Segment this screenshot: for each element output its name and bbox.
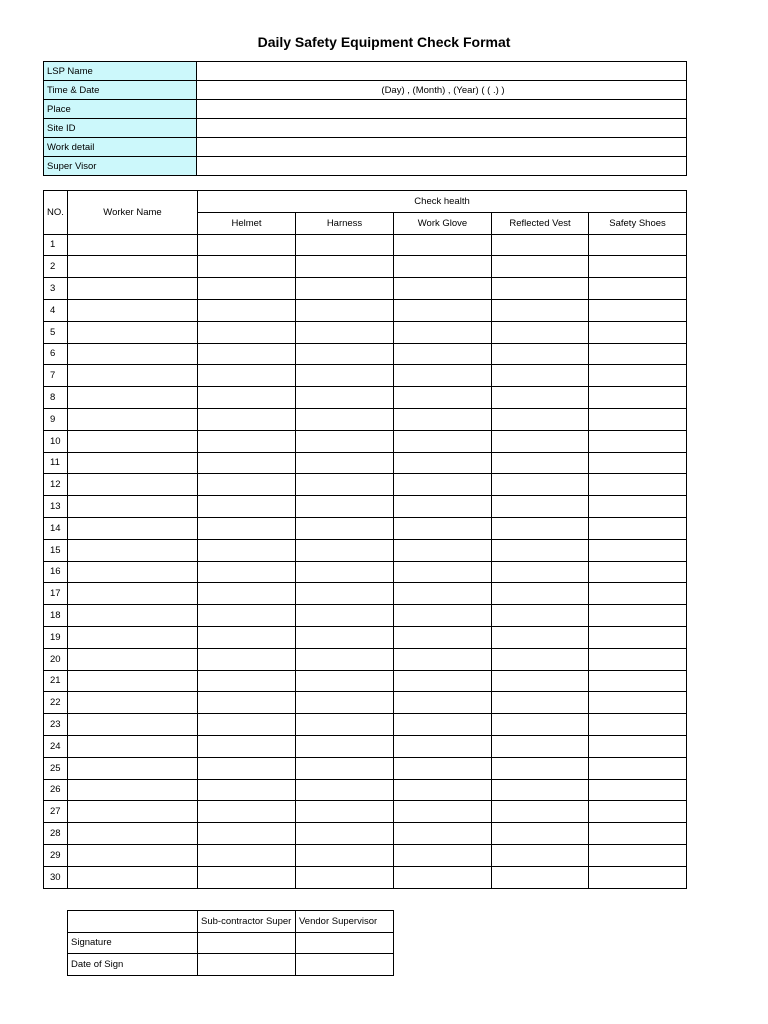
check-cell[interactable]: [394, 496, 492, 518]
worker-name-cell[interactable]: [68, 474, 198, 496]
check-cell[interactable]: [492, 474, 589, 496]
check-cell[interactable]: [589, 299, 687, 321]
check-cell[interactable]: [394, 321, 492, 343]
row-number: 5: [44, 321, 68, 343]
table-row: [44, 605, 687, 627]
worker-name-cell[interactable]: [68, 321, 198, 343]
blank-cell: [68, 911, 198, 933]
worker-name-cell[interactable]: [68, 452, 198, 474]
worker-name-cell[interactable]: [68, 735, 198, 757]
check-cell[interactable]: [589, 256, 687, 278]
check-cell[interactable]: [492, 583, 589, 605]
worker-name-header: Worker Name: [68, 191, 198, 235]
row-number: 2: [44, 256, 68, 278]
worker-name-cell[interactable]: [68, 365, 198, 387]
check-cell[interactable]: [492, 605, 589, 627]
table-row: [44, 561, 687, 583]
info-row: [44, 119, 687, 138]
check-cell[interactable]: [492, 430, 589, 452]
worker-name-cell[interactable]: [68, 408, 198, 430]
signature-row-label: Signature: [68, 932, 198, 954]
check-cell[interactable]: [296, 299, 394, 321]
table-row: [44, 517, 687, 539]
info-value-field[interactable]: [197, 62, 687, 81]
check-cell[interactable]: [296, 387, 394, 409]
check-cell[interactable]: [589, 626, 687, 648]
check-cell[interactable]: [394, 299, 492, 321]
table-row: [44, 452, 687, 474]
check-cell[interactable]: [296, 517, 394, 539]
worker-name-cell[interactable]: [68, 779, 198, 801]
check-cell[interactable]: [492, 823, 589, 845]
signature-table: [67, 910, 394, 976]
worker-name-cell[interactable]: [68, 670, 198, 692]
row-number: 4: [44, 299, 68, 321]
info-label: LSP Name: [44, 62, 197, 81]
table-row: [44, 365, 687, 387]
check-cell[interactable]: [492, 452, 589, 474]
check-cell[interactable]: [394, 452, 492, 474]
check-cell[interactable]: [198, 801, 296, 823]
check-cell[interactable]: [296, 278, 394, 300]
info-table: [43, 61, 687, 176]
check-cell[interactable]: [198, 866, 296, 888]
check-cell[interactable]: [492, 735, 589, 757]
column-header: Reflected Vest: [492, 212, 589, 234]
worker-name-cell[interactable]: [68, 299, 198, 321]
check-cell[interactable]: [198, 605, 296, 627]
check-cell[interactable]: [492, 539, 589, 561]
check-cell[interactable]: [492, 801, 589, 823]
row-number: 12: [44, 474, 68, 496]
worker-name-cell[interactable]: [68, 714, 198, 736]
check-cell[interactable]: [589, 561, 687, 583]
check-cell[interactable]: [394, 626, 492, 648]
check-cell[interactable]: [492, 321, 589, 343]
check-cell[interactable]: [296, 583, 394, 605]
check-cell[interactable]: [198, 626, 296, 648]
check-cell[interactable]: [198, 735, 296, 757]
info-label: Site ID: [44, 119, 197, 138]
check-cell[interactable]: [589, 692, 687, 714]
table-row: [44, 823, 687, 845]
check-cell[interactable]: [589, 844, 687, 866]
check-cell[interactable]: [394, 343, 492, 365]
check-cell[interactable]: [492, 408, 589, 430]
check-cell[interactable]: [198, 408, 296, 430]
worker-name-cell[interactable]: [68, 539, 198, 561]
check-cell[interactable]: [589, 517, 687, 539]
check-cell[interactable]: [296, 452, 394, 474]
check-cell[interactable]: [589, 496, 687, 518]
check-cell[interactable]: [296, 234, 394, 256]
worker-name-cell[interactable]: [68, 583, 198, 605]
info-label: Super Visor: [44, 157, 197, 176]
table-row: [44, 321, 687, 343]
check-cell[interactable]: [492, 343, 589, 365]
check-cell[interactable]: [198, 365, 296, 387]
check-cell[interactable]: [394, 714, 492, 736]
table-row: [44, 583, 687, 605]
row-number: 7: [44, 365, 68, 387]
info-row: [44, 138, 687, 157]
check-cell[interactable]: [198, 648, 296, 670]
check-cell[interactable]: [296, 408, 394, 430]
info-value-field[interactable]: [197, 100, 687, 119]
worker-name-cell[interactable]: [68, 757, 198, 779]
check-cell[interactable]: [198, 430, 296, 452]
check-cell[interactable]: [589, 365, 687, 387]
info-row: [44, 81, 687, 100]
row-number: 3: [44, 278, 68, 300]
check-cell[interactable]: [296, 648, 394, 670]
check-cell[interactable]: [296, 735, 394, 757]
check-cell[interactable]: [394, 539, 492, 561]
check-cell[interactable]: [394, 561, 492, 583]
table-row: [44, 539, 687, 561]
worker-name-cell[interactable]: [68, 517, 198, 539]
check-cell[interactable]: [394, 517, 492, 539]
table-row: [44, 278, 687, 300]
row-number: 8: [44, 387, 68, 409]
check-cell[interactable]: [296, 256, 394, 278]
column-header: Helmet: [198, 212, 296, 234]
check-cell[interactable]: [394, 866, 492, 888]
signature-cell[interactable]: [198, 954, 296, 976]
check-cell[interactable]: [198, 234, 296, 256]
worker-name-cell[interactable]: [68, 866, 198, 888]
check-cell[interactable]: [296, 823, 394, 845]
check-cell[interactable]: [296, 714, 394, 736]
row-number: 24: [44, 735, 68, 757]
table-row: [44, 408, 687, 430]
worker-name-cell[interactable]: [68, 844, 198, 866]
check-cell[interactable]: [589, 278, 687, 300]
table-row: [44, 866, 687, 888]
info-row: [44, 100, 687, 119]
table-row: [44, 714, 687, 736]
table-row: [44, 670, 687, 692]
table-row: [44, 779, 687, 801]
worker-name-cell[interactable]: [68, 496, 198, 518]
table-row: [44, 299, 687, 321]
check-cell[interactable]: [296, 430, 394, 452]
check-cell[interactable]: [492, 517, 589, 539]
worker-name-cell[interactable]: [68, 256, 198, 278]
check-cell[interactable]: [198, 539, 296, 561]
worker-name-cell[interactable]: [68, 387, 198, 409]
worker-name-cell[interactable]: [68, 692, 198, 714]
table-row: [44, 735, 687, 757]
check-cell[interactable]: [394, 256, 492, 278]
check-cell[interactable]: [198, 278, 296, 300]
info-value-field[interactable]: (Day) , (Month) , (Year) ( ( .) ): [197, 81, 687, 100]
check-cell[interactable]: [589, 539, 687, 561]
check-cell[interactable]: [492, 387, 589, 409]
signature-column-header: Vendor Supervisor: [296, 911, 394, 933]
check-cell[interactable]: [198, 496, 296, 518]
check-cell[interactable]: [589, 474, 687, 496]
row-number: 27: [44, 801, 68, 823]
worker-name-cell[interactable]: [68, 801, 198, 823]
row-number: 9: [44, 408, 68, 430]
check-cell[interactable]: [492, 299, 589, 321]
signature-row: [68, 954, 394, 976]
table-row: [44, 648, 687, 670]
check-cell[interactable]: [492, 757, 589, 779]
check-cell[interactable]: [394, 692, 492, 714]
check-cell[interactable]: [394, 583, 492, 605]
check-health-header: Check health: [198, 191, 687, 213]
row-number: 20: [44, 648, 68, 670]
check-cell[interactable]: [492, 561, 589, 583]
check-cell[interactable]: [492, 496, 589, 518]
check-cell[interactable]: [296, 365, 394, 387]
row-number: 25: [44, 757, 68, 779]
row-number: 22: [44, 692, 68, 714]
check-cell[interactable]: [589, 430, 687, 452]
check-cell[interactable]: [394, 234, 492, 256]
check-cell[interactable]: [589, 343, 687, 365]
worker-name-cell[interactable]: [68, 430, 198, 452]
worker-name-cell[interactable]: [68, 561, 198, 583]
table-row: [44, 844, 687, 866]
check-cell[interactable]: [198, 757, 296, 779]
table-row: [44, 234, 687, 256]
row-number: 14: [44, 517, 68, 539]
check-cell[interactable]: [492, 779, 589, 801]
check-cell[interactable]: [492, 844, 589, 866]
table-row: [44, 801, 687, 823]
check-cell[interactable]: [296, 866, 394, 888]
check-cell[interactable]: [394, 648, 492, 670]
check-cell[interactable]: [589, 801, 687, 823]
row-number: 30: [44, 866, 68, 888]
check-cell[interactable]: [296, 539, 394, 561]
check-cell[interactable]: [394, 779, 492, 801]
row-number: 23: [44, 714, 68, 736]
check-cell[interactable]: [492, 256, 589, 278]
worker-name-cell[interactable]: [68, 605, 198, 627]
check-cell[interactable]: [198, 692, 296, 714]
check-cell[interactable]: [589, 387, 687, 409]
worker-name-cell[interactable]: [68, 648, 198, 670]
worker-name-cell[interactable]: [68, 343, 198, 365]
signature-cell[interactable]: [198, 932, 296, 954]
row-number: 13: [44, 496, 68, 518]
row-number: 19: [44, 626, 68, 648]
row-number: 6: [44, 343, 68, 365]
check-cell[interactable]: [296, 626, 394, 648]
check-cell[interactable]: [198, 779, 296, 801]
check-cell[interactable]: [589, 757, 687, 779]
check-cell[interactable]: [198, 844, 296, 866]
check-cell[interactable]: [198, 517, 296, 539]
check-cell[interactable]: [492, 866, 589, 888]
table-row: [44, 692, 687, 714]
check-cell[interactable]: [589, 648, 687, 670]
check-cell[interactable]: [492, 648, 589, 670]
row-number: 28: [44, 823, 68, 845]
check-cell[interactable]: [296, 801, 394, 823]
column-header: Harness: [296, 212, 394, 234]
check-cell[interactable]: [198, 714, 296, 736]
info-row: [44, 157, 687, 176]
check-cell[interactable]: [296, 496, 394, 518]
check-cell[interactable]: [198, 299, 296, 321]
check-cell[interactable]: [198, 474, 296, 496]
table-row: [44, 256, 687, 278]
signature-cell[interactable]: [296, 932, 394, 954]
signature-header-row: [68, 911, 394, 933]
check-cell[interactable]: [198, 387, 296, 409]
check-cell[interactable]: [492, 670, 589, 692]
row-number: 11: [44, 452, 68, 474]
check-cell[interactable]: [198, 343, 296, 365]
row-number: 26: [44, 779, 68, 801]
check-cell[interactable]: [296, 561, 394, 583]
row-number: 18: [44, 605, 68, 627]
check-cell[interactable]: [394, 670, 492, 692]
check-table: [43, 190, 687, 889]
info-value-field[interactable]: [197, 138, 687, 157]
signature-row-label: Date of Sign: [68, 954, 198, 976]
check-cell[interactable]: [394, 474, 492, 496]
worker-name-cell[interactable]: [68, 626, 198, 648]
check-cell[interactable]: [198, 583, 296, 605]
check-cell[interactable]: [296, 474, 394, 496]
check-cell[interactable]: [589, 670, 687, 692]
check-cell[interactable]: [394, 757, 492, 779]
row-number: 10: [44, 430, 68, 452]
check-cell[interactable]: [492, 234, 589, 256]
worker-name-cell[interactable]: [68, 234, 198, 256]
column-header: Work Glove: [394, 212, 492, 234]
table-row: [44, 496, 687, 518]
check-cell[interactable]: [492, 365, 589, 387]
info-label: Place: [44, 100, 197, 119]
signature-row: [68, 932, 394, 954]
check-cell[interactable]: [296, 757, 394, 779]
check-cell[interactable]: [198, 452, 296, 474]
check-cell[interactable]: [394, 823, 492, 845]
check-cell[interactable]: [394, 430, 492, 452]
signature-column-header: Sub-contractor Super: [198, 911, 296, 933]
table-row: [44, 430, 687, 452]
column-header: Safety Shoes: [589, 212, 687, 234]
check-cell[interactable]: [394, 605, 492, 627]
row-number: 21: [44, 670, 68, 692]
table-row: [44, 757, 687, 779]
info-value-field[interactable]: [197, 157, 687, 176]
check-cell[interactable]: [492, 714, 589, 736]
check-cell[interactable]: [296, 343, 394, 365]
check-cell[interactable]: [492, 278, 589, 300]
row-number: 29: [44, 844, 68, 866]
signature-cell[interactable]: [296, 954, 394, 976]
check-cell[interactable]: [296, 692, 394, 714]
check-cell[interactable]: [589, 583, 687, 605]
table-row: [44, 474, 687, 496]
check-cell[interactable]: [589, 605, 687, 627]
check-cell[interactable]: [296, 779, 394, 801]
row-number: 15: [44, 539, 68, 561]
check-cell[interactable]: [589, 234, 687, 256]
check-cell[interactable]: [394, 365, 492, 387]
table-row: [44, 626, 687, 648]
table-row: [44, 343, 687, 365]
check-cell[interactable]: [589, 452, 687, 474]
check-cell[interactable]: [394, 735, 492, 757]
check-cell[interactable]: [394, 387, 492, 409]
check-cell[interactable]: [589, 779, 687, 801]
check-cell[interactable]: [296, 605, 394, 627]
worker-name-cell[interactable]: [68, 823, 198, 845]
check-cell[interactable]: [394, 844, 492, 866]
check-cell[interactable]: [492, 692, 589, 714]
check-cell[interactable]: [198, 670, 296, 692]
check-cell[interactable]: [589, 866, 687, 888]
check-cell[interactable]: [394, 408, 492, 430]
worker-name-cell[interactable]: [68, 278, 198, 300]
check-cell[interactable]: [589, 823, 687, 845]
check-cell[interactable]: [589, 408, 687, 430]
check-cell[interactable]: [589, 714, 687, 736]
table-row: [44, 387, 687, 409]
row-number: 16: [44, 561, 68, 583]
check-cell[interactable]: [394, 278, 492, 300]
row-number: 17: [44, 583, 68, 605]
check-cell[interactable]: [589, 735, 687, 757]
no-header: NO.: [44, 191, 68, 235]
check-cell[interactable]: [589, 321, 687, 343]
row-number: 1: [44, 234, 68, 256]
check-cell[interactable]: [394, 801, 492, 823]
check-cell[interactable]: [198, 561, 296, 583]
check-cell[interactable]: [198, 823, 296, 845]
info-label: Time & Date: [44, 81, 197, 100]
info-value-field[interactable]: [197, 119, 687, 138]
check-cell[interactable]: [296, 670, 394, 692]
info-row: [44, 62, 687, 81]
info-label: Work detail: [44, 138, 197, 157]
check-cell[interactable]: [198, 321, 296, 343]
check-cell[interactable]: [296, 844, 394, 866]
page-title: Daily Safety Equipment Check Format: [257, 34, 511, 50]
check-cell[interactable]: [296, 321, 394, 343]
check-cell[interactable]: [492, 626, 589, 648]
check-cell[interactable]: [198, 256, 296, 278]
